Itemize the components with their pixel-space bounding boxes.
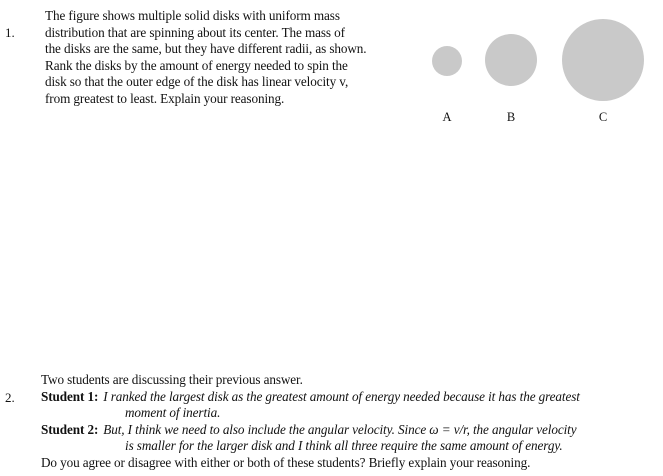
disk-b (485, 34, 537, 86)
student-2-text-cont: is smaller for the larger disk and I think all three require the same amount of energy. (125, 438, 563, 454)
question-1-number: 1. (5, 25, 15, 40)
disk-a-label: A (442, 110, 452, 124)
disk-c (562, 19, 644, 101)
question-2-text (41, 372, 661, 472)
disk-b-label: B (506, 110, 516, 124)
question-2-intro: Two students are discussing their previous answer. (41, 372, 303, 387)
student-1-label: Student 1: (41, 388, 99, 404)
question-1-line: disk so that the outer edge of the disk has linear velocity v, (45, 74, 349, 90)
question-1-line: Rank the disks by the amount of energy needed to spin the (45, 57, 348, 73)
student-1-statement (41, 389, 661, 406)
question-1-line: distribution that are spinning about its center. The mass of (45, 24, 345, 40)
question-1-line: The figure shows multiple solid disks with uniform mass (45, 8, 340, 23)
student-2-text: But, I think we need to also include the angular velocity. Since ω = v/r, the angular velocity (103, 421, 577, 437)
disk-a (432, 46, 462, 76)
student-2-statement (41, 422, 661, 439)
question-1-text (45, 8, 415, 108)
disk-c-label: C (598, 110, 608, 124)
student-1-text: I ranked the largest disk as the greatest amount of energy needed because it has the greatest (103, 388, 580, 404)
question-1-line: the disks are the same, but they have different radii, as shown. (45, 41, 367, 57)
question-2-prompt: Do you agree or disagree with either or both of these students? Briefly explain your reasoning. (41, 454, 531, 470)
question-1-line: from greatest to least. Explain your reasoning. (45, 90, 285, 106)
student-1-text-cont: moment of inertia. (125, 405, 221, 421)
question-2-number: 2. (5, 390, 15, 405)
student-2-label: Student 2: (41, 421, 99, 437)
